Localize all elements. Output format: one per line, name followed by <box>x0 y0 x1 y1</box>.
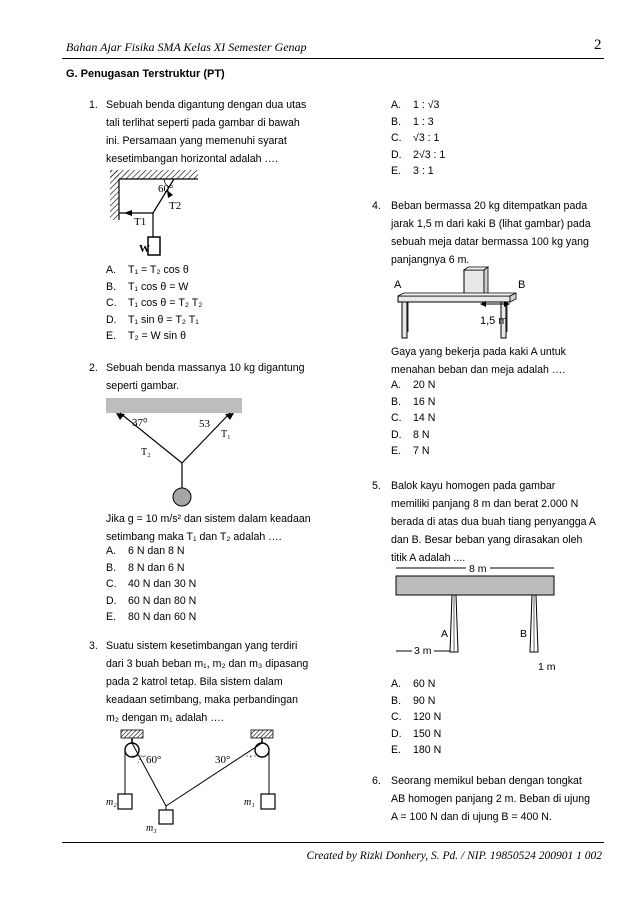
q4-line: Beban bermassa 20 kg ditempatkan pada <box>391 200 588 212</box>
option-text: 3 : 1 <box>413 165 434 177</box>
option-letter: C. <box>106 297 117 309</box>
option-letter: A. <box>391 99 402 111</box>
q5-option[interactable] <box>391 742 441 759</box>
option-text: 150 N <box>413 727 442 740</box>
q3-option[interactable] <box>391 147 445 164</box>
option-text: 60 N <box>413 678 436 690</box>
q1-text <box>106 96 313 168</box>
option-text: 6 N dan 8 N <box>128 545 185 557</box>
q4-question <box>391 343 599 379</box>
option-text: 1 : √3 <box>413 99 440 111</box>
q3-option[interactable] <box>391 114 445 131</box>
q2-options <box>106 543 196 626</box>
option-text: 7 N <box>413 445 430 457</box>
q4-label-b: B <box>518 279 526 291</box>
q3-option[interactable] <box>391 163 445 180</box>
option-letter: D. <box>106 594 117 607</box>
q1-option[interactable] <box>106 262 202 279</box>
option-letter: E. <box>106 611 117 623</box>
q3-m3-label: m₃ <box>146 823 157 834</box>
q3-angle2: 30° <box>215 754 231 766</box>
q5-beam <box>396 576 554 595</box>
q4-load <box>464 270 484 296</box>
q6-line: A = 100 N dan di ujung B = 400 N. <box>391 811 552 823</box>
q6-line: Seorang memikul beban dengan tongkat <box>391 775 582 787</box>
option-letter: D. <box>391 428 402 441</box>
q3-angle1: 60° <box>146 754 162 766</box>
q4-table-top <box>398 296 510 302</box>
q5-text <box>391 477 599 567</box>
option-letter: E. <box>391 165 402 177</box>
option-letter: C. <box>391 132 402 144</box>
q3-line: pada 2 katrol tetap. Bila sistem dalam <box>106 676 283 688</box>
q1-line: Sebuah benda digantung dengan dua utas <box>106 99 307 111</box>
q2-angle1: 37⁰ <box>132 417 148 429</box>
option-text: T₂ = W sin θ <box>128 330 186 342</box>
q4-line: sebuah meja datar bermassa 100 kg yang <box>391 236 589 248</box>
q3-text <box>106 637 313 727</box>
page-number: 2 <box>594 37 602 53</box>
q5-label-b: B <box>520 628 528 640</box>
option-text: √3 : 1 <box>413 132 440 144</box>
q1-number: 1. <box>89 99 98 111</box>
option-letter: B. <box>391 115 402 128</box>
q5-figure <box>390 560 568 672</box>
option-text: 2√3 : 1 <box>413 148 446 161</box>
option-letter: C. <box>106 578 117 590</box>
q3-option[interactable] <box>391 130 445 147</box>
option-text: 20 N <box>413 379 436 391</box>
q3-option[interactable] <box>391 97 445 114</box>
q5-line: memiliki panjang 8 m dan berat 2.000 N <box>391 498 579 510</box>
q6-text <box>391 772 599 826</box>
q4-leg-a <box>402 302 407 338</box>
q3-mass-m1 <box>261 794 275 809</box>
q3-mount-left <box>121 730 143 738</box>
q1-t2-label: T2 <box>169 200 182 212</box>
q3-number: 3. <box>89 640 98 652</box>
q3-figure <box>106 726 280 836</box>
q1-line: kesetimbangan horizontal adalah …. <box>106 153 278 165</box>
q4-option[interactable] <box>391 394 435 411</box>
q1-line: tali terlihat seperti pada gambar di bawah <box>106 117 300 129</box>
q4-label-a: A <box>394 279 402 291</box>
q3-pulley-right <box>255 743 269 757</box>
option-letter: C. <box>391 711 402 723</box>
option-text: 40 N dan 30 N <box>128 578 197 590</box>
q1-option[interactable] <box>106 312 202 329</box>
q5-line: berada di atas dua buah tiang penyangga A <box>391 516 596 528</box>
q5-dist-a: 3 m <box>414 645 432 657</box>
q1-t1-label: T1 <box>134 216 147 228</box>
q2-option[interactable] <box>106 560 196 577</box>
q4-option[interactable] <box>391 427 435 444</box>
q4-distance-label: 1,5 m <box>480 315 508 327</box>
q1-ceiling <box>110 170 198 179</box>
q3-m1-label: m₁ <box>244 797 255 808</box>
q1-option[interactable] <box>106 295 202 312</box>
q4-line: panjangnya 6 m. <box>391 254 470 266</box>
q2-number: 2. <box>89 362 98 374</box>
q2-option[interactable] <box>106 576 196 593</box>
option-letter: A. <box>106 545 117 557</box>
option-text: T₁ cos θ = T₂ T₂ <box>128 297 203 309</box>
q3-options <box>391 97 445 180</box>
q5-label-a: A <box>441 628 449 640</box>
q2-option[interactable] <box>106 543 196 560</box>
q3-mass-m2 <box>118 794 132 809</box>
q5-options <box>391 676 441 759</box>
option-letter: B. <box>106 561 117 574</box>
option-text: T₁ cos θ = W <box>128 280 189 293</box>
q2-after-line <box>106 510 313 528</box>
q5-line: titik A adalah .... <box>391 552 466 564</box>
q5-length-label: 8 m <box>469 563 487 575</box>
q3-pulley-left <box>125 743 139 757</box>
q4-options <box>391 377 435 460</box>
q6-line: AB homogen panjang 2 m. Beban di ujung <box>391 793 591 805</box>
q2-mass <box>173 488 191 506</box>
footer-credit: Created by Rizki Donhery, S. Pd. / NIP. 19850524 200901 1 002 <box>306 850 602 862</box>
option-letter: D. <box>106 313 117 326</box>
option-text: 180 N <box>413 744 442 756</box>
q4-number: 4. <box>372 200 381 212</box>
footer-rule <box>62 842 604 843</box>
q2-line: Sebuah benda massanya 10 kg digantung <box>106 362 305 374</box>
q3-line: Suatu sistem kesetimbangan yang terdiri <box>106 640 298 652</box>
option-text: 8 N <box>413 428 430 441</box>
q1-w-label: W <box>139 243 150 255</box>
q5-option[interactable] <box>391 726 441 743</box>
q4-text <box>391 197 599 269</box>
q2-line: seperti gambar. <box>106 380 180 392</box>
option-text: T₁ sin θ = T₂ T₁ <box>128 313 199 326</box>
option-text: T₁ = T₂ cos θ <box>128 264 189 276</box>
option-letter: A. <box>106 264 117 276</box>
option-text: 8 N dan 6 N <box>128 561 185 574</box>
q2-t1-label: T₁ <box>221 429 231 440</box>
q1-option[interactable] <box>106 279 202 296</box>
option-letter: E. <box>106 330 117 342</box>
option-letter: D. <box>391 727 402 740</box>
q3-m2-label: m₂ <box>106 797 117 808</box>
option-letter: E. <box>391 744 402 756</box>
q5-number: 5. <box>372 480 381 492</box>
option-text: 60 N dan 80 N <box>128 594 197 607</box>
q2-text <box>106 359 313 395</box>
option-letter: B. <box>391 694 402 707</box>
q5-line: dan B. Besar beban yang dirasakan oleh <box>391 534 583 546</box>
q2-after-text: Jika g = 10 m/s² dan sistem dalam keadaan <box>106 513 311 525</box>
q2-question <box>106 510 313 546</box>
q4-option[interactable] <box>391 443 435 460</box>
q1-option[interactable] <box>106 328 202 345</box>
option-text: 14 N <box>413 412 436 424</box>
q2-figure <box>106 396 244 508</box>
option-text: 16 N <box>413 395 436 408</box>
q3-line: dari 3 buah beban m₁, m₂ dan m₃ dipasang <box>106 658 309 670</box>
section-title: G. Penugasan Terstruktur (PT) <box>66 68 225 80</box>
q2-angle2: 53 <box>199 418 210 430</box>
q2-ceiling <box>106 398 242 413</box>
q2-t2-label: T₂ <box>141 447 151 458</box>
q1-figure <box>108 168 200 260</box>
option-letter: A. <box>391 379 402 391</box>
q5-option[interactable] <box>391 709 441 726</box>
q3-mount-right <box>251 730 273 738</box>
q5-dist-b: 1 m <box>538 661 556 672</box>
q2-option[interactable] <box>106 593 196 610</box>
q1-wall <box>110 170 119 220</box>
q4-line: jarak 1,5 m dari kaki B (lihat gambar) pada <box>391 218 591 230</box>
q2-rope-t2 <box>120 413 182 463</box>
option-letter: B. <box>106 280 117 293</box>
q5-option[interactable] <box>391 693 441 710</box>
q1-line: ini. Persamaan yang memenuhi syarat <box>106 135 287 147</box>
q6-number: 6. <box>372 775 381 787</box>
header-title: Bahan Ajar Fisika SMA Kelas XI Semester Genap <box>66 40 307 54</box>
q4-figure <box>392 266 542 342</box>
option-text: 80 N dan 60 N <box>128 611 197 623</box>
q5-line: Balok kayu homogen pada gambar <box>391 480 556 492</box>
option-letter: C. <box>391 412 402 424</box>
option-letter: E. <box>391 445 402 457</box>
q1-angle-label: 60° <box>158 183 174 195</box>
header-rule <box>62 58 604 59</box>
q2-after-text: setimbang maka T₁ dan T₂ adalah …. <box>106 531 282 543</box>
q2-option[interactable] <box>106 609 196 626</box>
q4-option[interactable] <box>391 377 435 394</box>
option-letter: A. <box>391 678 402 690</box>
option-letter: D. <box>391 148 402 161</box>
q5-option[interactable] <box>391 676 441 693</box>
q3-mass-m3 <box>159 810 173 824</box>
option-text: 1 : 3 <box>413 115 434 128</box>
q1-arrow-t1 <box>124 210 132 216</box>
option-text: 120 N <box>413 711 442 723</box>
q4-after-line: menahan beban dan meja adalah …. <box>391 364 566 376</box>
option-letter: B. <box>391 395 402 408</box>
q4-option[interactable] <box>391 410 435 427</box>
q3-rope-left <box>132 743 166 806</box>
q1-options <box>106 262 202 345</box>
q3-line: keadaan setimbang, maka perbandingan <box>106 694 299 706</box>
option-text: 90 N <box>413 694 436 707</box>
q4-after-line: Gaya yang bekerja pada kaki A untuk <box>391 346 566 358</box>
q3-line: m₂ dengan m₁ adalah …. <box>106 712 224 724</box>
